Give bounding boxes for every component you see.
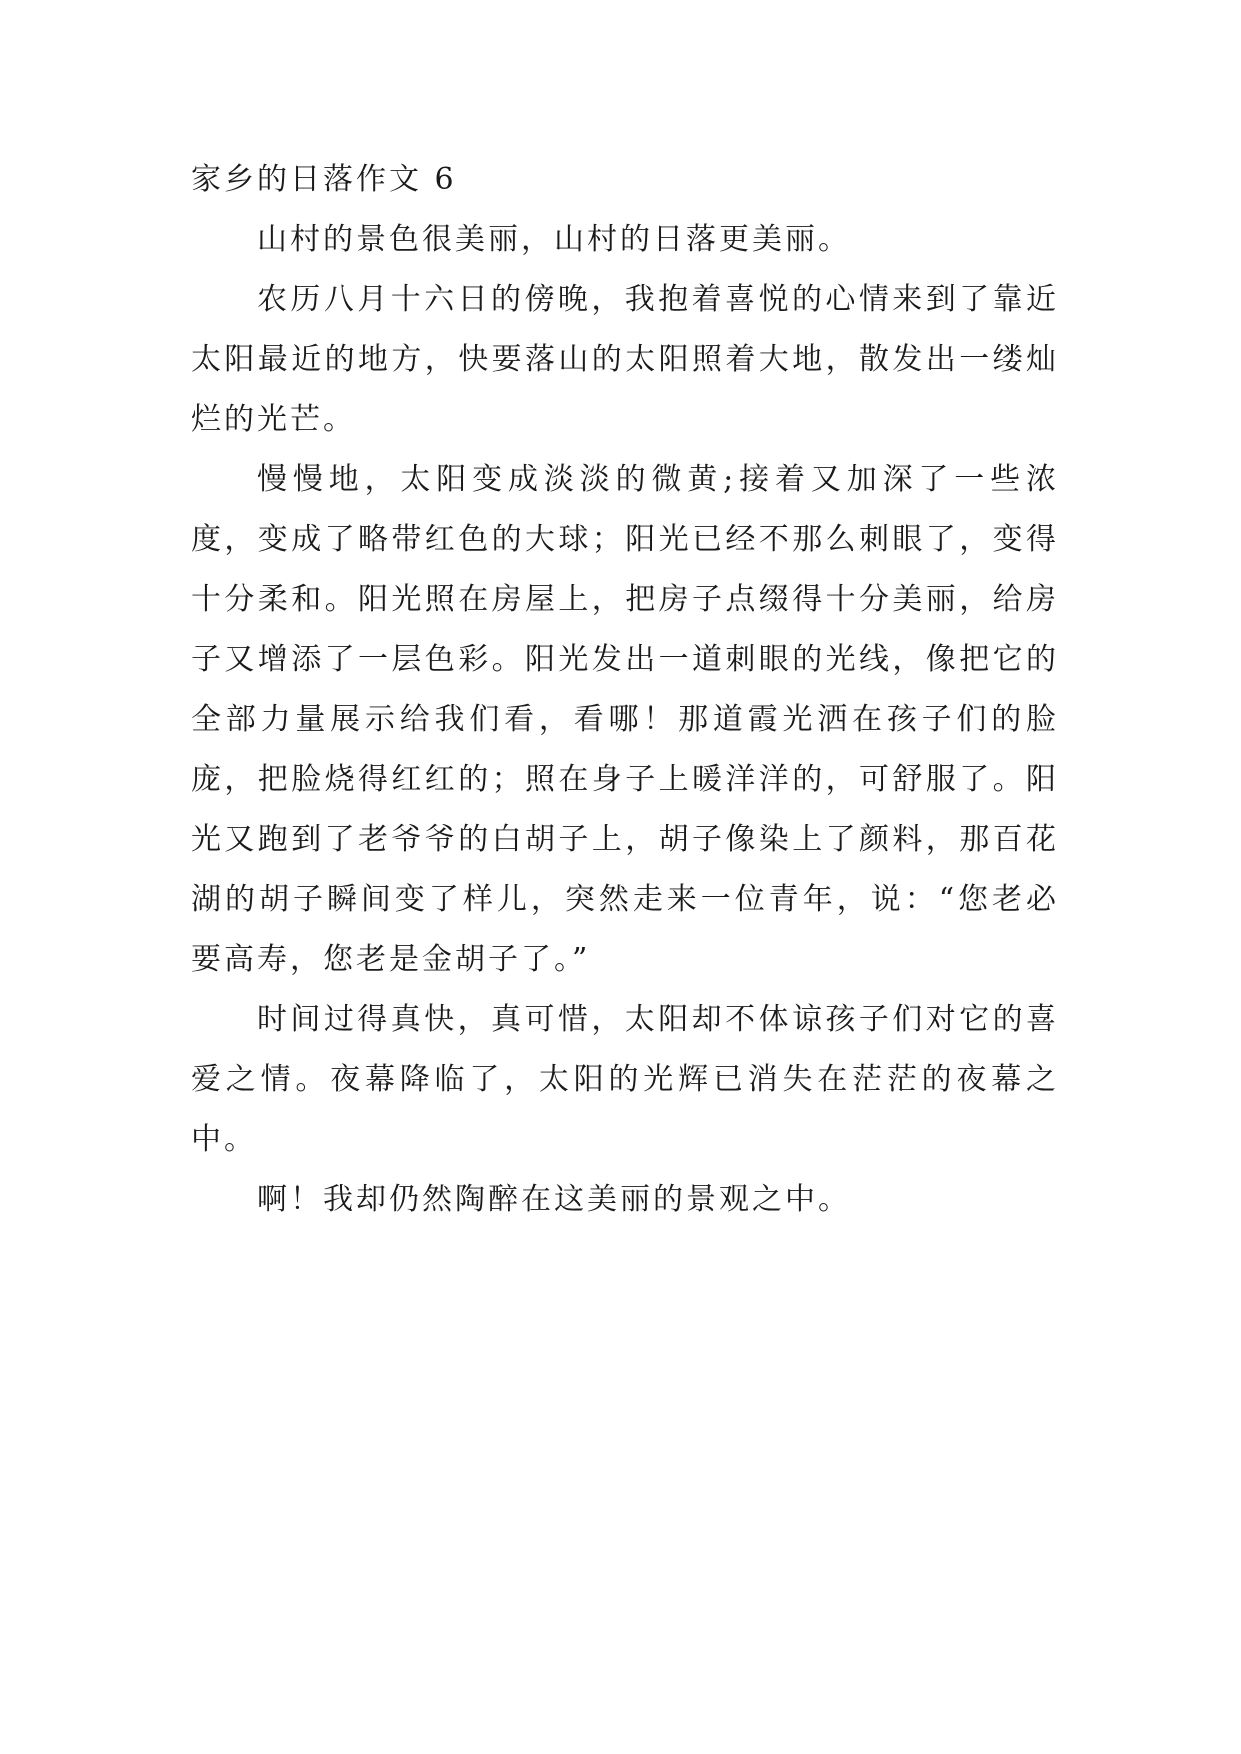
paragraph-5: 啊！我却仍然陶醉在这美丽的景观之中。 — [257, 1182, 851, 1217]
paragraph-2: 农历八月十六日的傍晚，我抱着喜悦的心情来到了靠近太阳最近的地方，快要落山的太阳照着大地，散发出一缕灿烂的光芒。 — [191, 282, 1059, 437]
document-page — [191, 150, 1059, 1230]
paragraph-1: 山村的景色很美丽，山村的日落更美丽。 — [257, 222, 851, 257]
paragraph-3: 慢慢地，太阳变成淡淡的微黄;接着又加深了一些浓度，变成了略带红色的大球；阳光已经不那么刺眼了，变得十分柔和。阳光照在房屋上，把房子点缀得十分美丽，给房子又增添了一层色彩。阳光发出一道刺眼的光线，像把它的全部力量展示给我们看，看哪！那道霞光洒在孩子们的脸庞，把脸烧得红红的；照在身子上暖洋洋的，可舒服了。阳光又跑到了老爷爷的白胡子上，胡子像染上了颜料，那百花湖的胡子瞬间变了样儿，突然走来一位青年，说：“您老必要高寿，您老是金胡子了。” — [191, 462, 1059, 977]
document-title: 家乡的日落作文 6 — [191, 162, 457, 197]
paragraph-4: 时间过得真快，真可惜，太阳却不体谅孩子们对它的喜爱之情。夜幕降临了，太阳的光辉已消失在茫茫的夜幕之中。 — [191, 1002, 1059, 1157]
